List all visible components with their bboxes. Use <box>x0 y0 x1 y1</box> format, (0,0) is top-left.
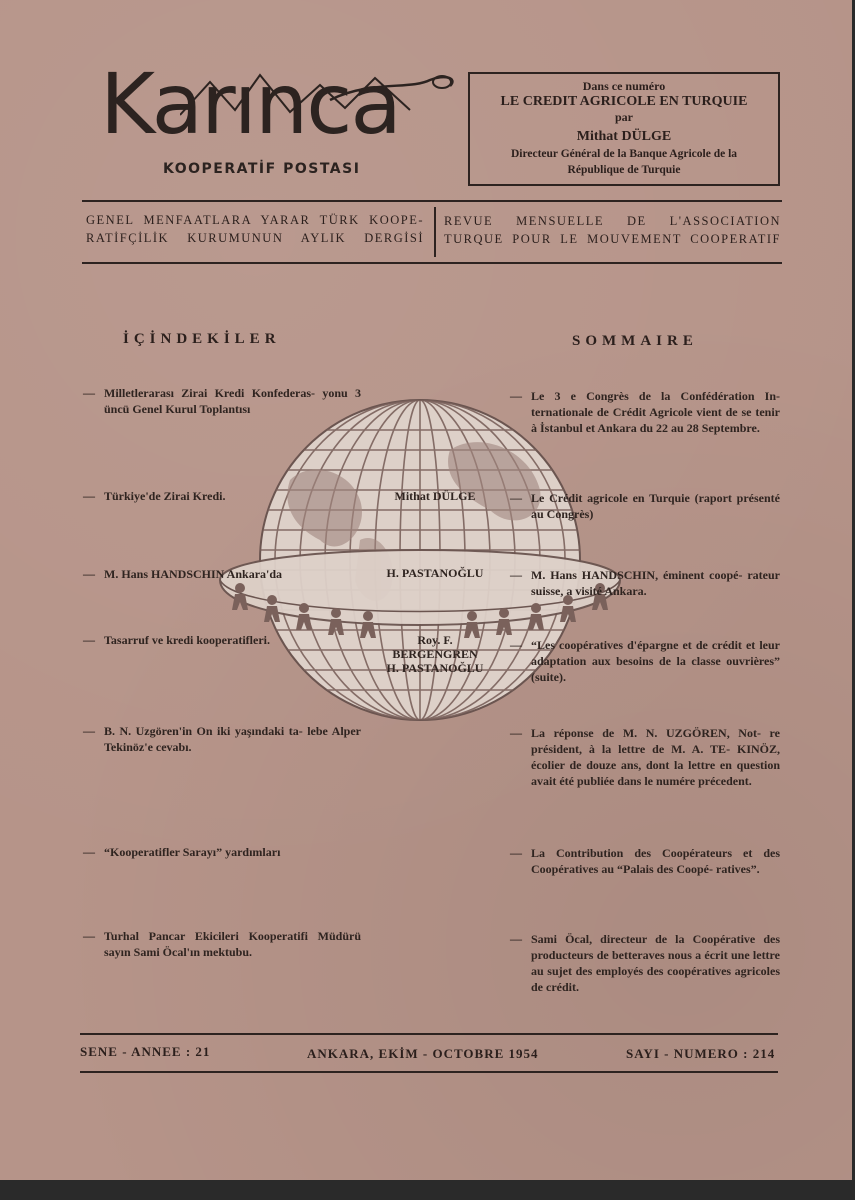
toc-author-3-line3: H. PASTANOĞLU <box>386 661 484 675</box>
toc-author-3-line2: BERGENGREN <box>392 647 478 661</box>
feature-author: Mithat DÜLGE <box>576 129 672 144</box>
toc-heading-turkish: İÇİNDEKİLER <box>123 331 281 347</box>
toc-author-1: Mithat DÜLGE <box>394 489 476 503</box>
banner-turkish-line1: GENEL MENFAATLARA YARAR TÜRK KOOPE- <box>86 213 424 227</box>
toc-right-item-3: — M. Hans HANDSCHIN, éminent coopé- rateur suisse, a visité Ankara. <box>510 568 780 598</box>
banner-divider <box>434 207 436 257</box>
toc-left-item-6: — “Kooperatifler Sarayı” yardımları <box>83 845 281 859</box>
feature-author-role-1: Directeur Général de la Banque Agricole de la <box>510 148 738 160</box>
footer-rule-bottom <box>80 1071 778 1073</box>
publication-banner <box>82 200 782 264</box>
toc-left-item-3: — M. Hans HANDSCHIN Ankara'da <box>83 567 283 581</box>
feature-intro: Dans ce numéro <box>582 79 666 93</box>
footer-issue-number: SAYI - NUMERO : 214 <box>626 1046 776 1061</box>
footer-date: ANKARA, EKİM - OCTOBRE 1954 <box>307 1046 539 1061</box>
banner-turkish <box>86 211 424 247</box>
toc-left-item-2: — Türkiye'de Zirai Kredi. <box>83 489 226 503</box>
feature-title: LE CREDIT AGRICOLE EN TURQUIE <box>500 94 748 109</box>
toc-right-item-7: — Sami Öcal, directeur de la Coopérative des producteurs de betteraves nous a écrit une lettre au sujet des employés des coopératives agricoles de crédit. <box>510 932 780 994</box>
toc-author-3-line1: Roy. F. <box>417 633 453 647</box>
banner-french-line1: REVUE MENSUELLE DE L'ASSOCIATION <box>444 214 781 228</box>
toc-left-item-5: — B. N. Uzgören'in On iki yaşındaki ta- lebe Alper Tekinöz'e cevabı. <box>83 724 361 754</box>
toc-author-2: H. PASTANOĞLU <box>386 566 484 580</box>
logo-wordmark: Karınca <box>100 55 400 153</box>
toc-right-item-5: — La réponse de M. N. UZGÖREN, Not- re président, à la lettre de M. A. TE- KINÖZ, écolier de douze ans, dont la lettre en question avait été publiée dans le numére précedent. <box>510 726 780 788</box>
feature-author-role-2: République de Turquie <box>567 164 681 176</box>
toc-author-3 <box>370 633 500 675</box>
toc-right-item-4: — “Les coopératives d'épargne et de crédit et leur adaptation aux besoins de la classe ouvrières” (suite). <box>510 638 780 684</box>
toc-left-item-7: — Turhal Pancar Ekicileri Kooperatifi Müdürü sayın Sami Öcal'ın mektubu. <box>83 929 361 959</box>
toc-left-item-4: — Tasarruf ve kredi kooperatifleri. <box>83 633 270 647</box>
toc-right-item-1: — Le 3 e Congrès de la Confédération In- ternationale de Crédit Agricole vient de se tenir à İstanbul et Ankara du 22 au 28 Septembre. <box>510 389 780 435</box>
banner-french <box>444 212 781 248</box>
footer-year: SENE - ANNEE : 21 <box>80 1044 211 1059</box>
issue-feature-box <box>468 72 780 186</box>
footer-rule-top <box>80 1033 778 1035</box>
banner-turkish-line2: RATİFÇİLİK KURUMUNUN AYLIK DERGİSİ <box>86 231 424 245</box>
banner-french-line2: TURQUE POUR LE MOUVEMENT COOPERATIF <box>444 232 781 246</box>
feature-par: par <box>615 110 633 124</box>
logo-subtitle: KOOPERATİF POSTASI <box>163 161 361 177</box>
toc-right-item-6: — La Contribution des Coopérateurs et des Coopératives au “Palais des Coopé- ratives”. <box>510 846 780 876</box>
toc-left-item-1: — Milletlerarası Zirai Kredi Konfederas- yonu 3 üncü Genel Kurul Toplantısı <box>83 386 361 416</box>
masthead-logo <box>100 55 460 187</box>
toc-heading-french: SOMMAIRE <box>572 333 698 349</box>
toc-right-item-2: — Le Crédit agricole en Turquie (raport présenté au Congrès) <box>510 491 780 521</box>
